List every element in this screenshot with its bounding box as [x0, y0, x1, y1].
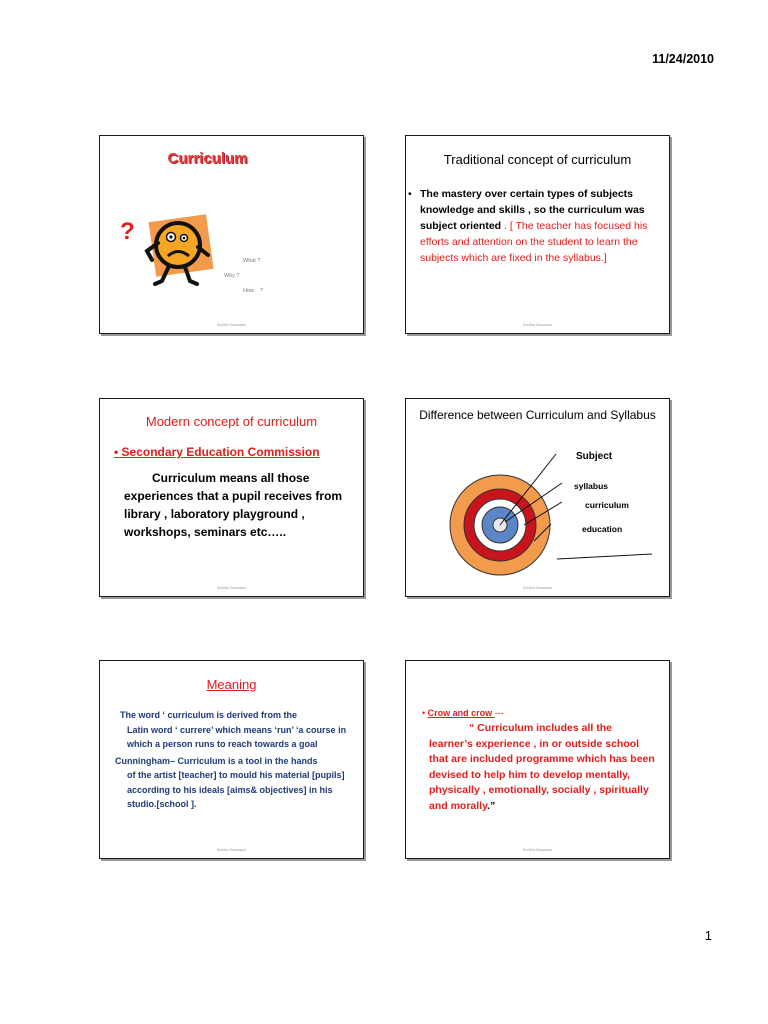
concentric-diagram [406, 399, 669, 596]
bullet-item [422, 708, 504, 718]
slide-crow-and-crow [405, 660, 670, 859]
bold-text: The mastery over certain types of subjects knowledge and skills , so the curriculum was subject oriented [420, 188, 645, 232]
bullet-text: Secondary Education Commission [121, 445, 320, 459]
body-text [124, 469, 351, 541]
para2-rest: of the artist [teacher] to mould his material [pupils] according to his ideals [aims& objectives] in his studio.[school ]. [127, 770, 345, 809]
para2-line1: Cunningham– Curriculum is a tool in the hands [115, 755, 318, 766]
slide-title: Modern concept of curriculum [145, 414, 318, 429]
how-text: How ? [243, 288, 264, 294]
slide-title: Curriculum [167, 150, 248, 167]
quote-text [429, 721, 655, 814]
para1-line1: The word ‘ curriculum is derived from the [120, 710, 298, 720]
bullet-dashes: --- [494, 708, 504, 718]
slide-modern-concept [99, 398, 364, 597]
slide-meaning [99, 660, 364, 859]
slide-footer: Sunitha Sanavaani [216, 586, 247, 590]
label-subject: Subject [576, 451, 613, 462]
slide-footer: Sunitha Sanavaani [522, 586, 553, 590]
body-line-1: Curriculum means all those [152, 471, 310, 485]
why-text: Why ? [224, 273, 240, 279]
bullet-dot: • [114, 445, 119, 459]
what-text: What ? [243, 258, 261, 264]
slide-footer: Sunitha Sanavaani [522, 323, 553, 327]
body-text [115, 708, 347, 812]
bullet-item [408, 186, 659, 266]
slide-footer: Sunitha Sanavaani [216, 323, 247, 327]
para1-rest: Latin word ‘ currere’ which means ‘run’ ‘a course in which a person runs to reach towards a goal [127, 724, 347, 749]
quote-rest: learner’s experience , in or outside school that are included programme which has been devised to help him to develop mentally, physically , emotionally, socially , spiritually and morally [429, 737, 655, 812]
page-number: 1 [704, 928, 712, 943]
question-mark: ? [120, 218, 135, 245]
slide-title: Difference between Curriculum and Syllabus [419, 408, 656, 422]
slide-title: Traditional concept of curriculum [443, 152, 632, 167]
bullet-item [114, 445, 320, 459]
label-syllabus: syllabus [574, 481, 609, 491]
bullet-dot: • [408, 188, 412, 200]
body-rest: experiences that a pupil receives from library , laboratory playground , workshops, seminars etc….. [124, 489, 343, 539]
quote-line-1: “ Curriculum includes all the [469, 722, 612, 734]
slide-title: Meaning [206, 677, 257, 692]
label-curriculum: curriculum [585, 500, 629, 510]
confused-figure-icon [138, 211, 228, 295]
page-date: 11/24/2010 [652, 52, 714, 66]
bullet-label: Crow and crow [427, 708, 495, 718]
bullet-dot: • [422, 708, 426, 718]
slide-footer: Sunitha Sanavaani [216, 848, 247, 852]
quote-end: .” [487, 799, 496, 812]
slide-traditional-concept [405, 135, 670, 334]
red-text: . [ The teacher has focused his efforts and attention on the student to learn the subjects which are fixed in the syllabus.] [420, 220, 648, 264]
label-education: education [582, 524, 623, 534]
slide-curriculum [99, 135, 364, 334]
slide-difference [405, 398, 670, 597]
slide-footer: Sunitha Sanavaani [522, 848, 553, 852]
